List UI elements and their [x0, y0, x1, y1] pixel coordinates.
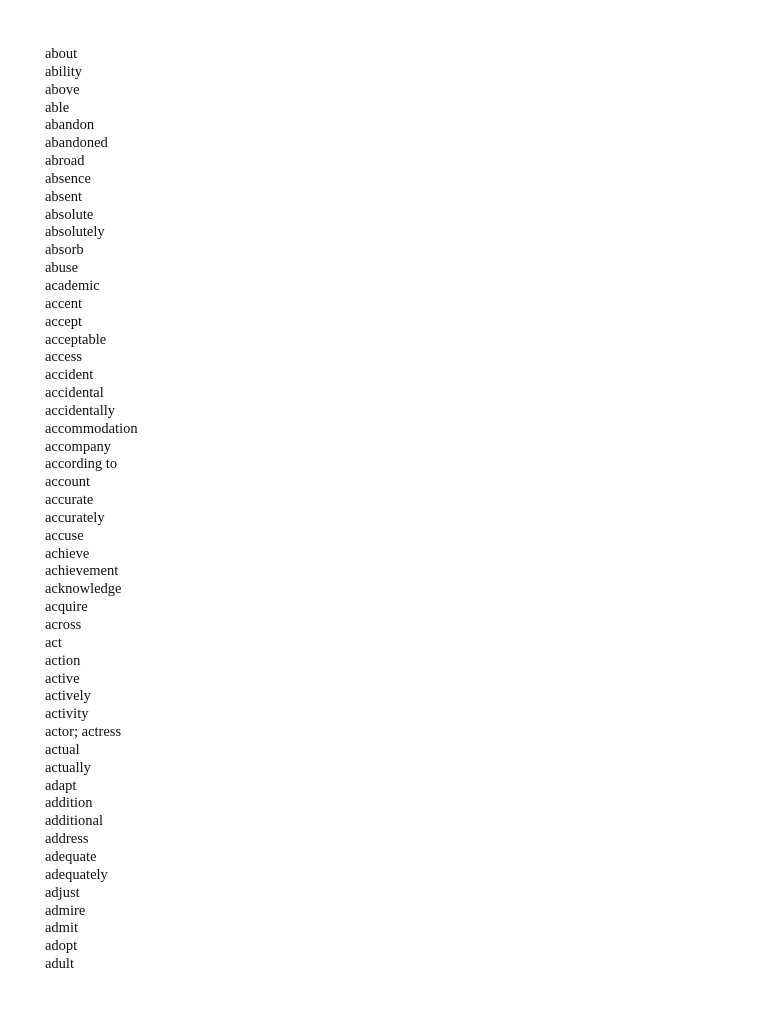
word-list-item: academic: [45, 277, 100, 294]
word-list-item: absolutely: [45, 224, 105, 241]
word-list-item: additional: [45, 813, 103, 830]
word-list-item: accept: [45, 313, 83, 330]
word-list-item: accent: [45, 295, 83, 312]
word-list-item: adopt: [45, 938, 78, 955]
word-list-item: acknowledge: [45, 581, 122, 598]
word-list: [45, 46, 745, 974]
word-list-item: actual: [45, 741, 80, 758]
word-list-item: accident: [45, 367, 94, 384]
word-list-item: address: [45, 831, 89, 848]
word-list-item: admire: [45, 902, 86, 919]
word-list-item: adjust: [45, 884, 80, 901]
word-list-item: absence: [45, 170, 91, 187]
word-list-item: abandoned: [45, 135, 108, 152]
word-list-item: absent: [45, 188, 83, 205]
word-list-item: absorb: [45, 242, 84, 259]
word-list-item: adapt: [45, 777, 77, 794]
word-list-item: above: [45, 81, 80, 98]
word-list-item: access: [45, 349, 83, 366]
word-list-item: abroad: [45, 153, 85, 170]
word-list-item: accommodation: [45, 420, 138, 437]
word-list-item: absolute: [45, 206, 94, 223]
word-list-item: admit: [45, 920, 79, 937]
word-list-item: adequately: [45, 866, 108, 883]
word-list-item: achieve: [45, 545, 90, 562]
word-list-item: account: [45, 474, 91, 491]
word-list-item: addition: [45, 795, 93, 812]
word-list-item: actively: [45, 688, 91, 705]
word-list-item: abandon: [45, 117, 95, 134]
word-list-item: accurate: [45, 492, 94, 509]
word-list-item: adult: [45, 956, 74, 973]
document-page: [45, 46, 745, 974]
word-list-item: accidental: [45, 385, 104, 402]
word-list-item: adequate: [45, 848, 97, 865]
word-list-item: act: [45, 634, 62, 651]
word-list-item: action: [45, 652, 81, 669]
word-list-item: acceptable: [45, 331, 107, 348]
word-list-item: able: [45, 99, 70, 116]
word-list-item: abuse: [45, 260, 79, 277]
word-list-item: actor; actress: [45, 724, 122, 741]
word-list-item: across: [45, 617, 82, 633]
word-list-item: accurately: [45, 509, 105, 526]
word-list-item: activity: [45, 706, 89, 723]
word-list-item: accidentally: [45, 402, 116, 419]
word-list-item: ability: [45, 63, 83, 80]
word-list-item: accompany: [45, 438, 112, 455]
word-list-item: accuse: [45, 527, 84, 544]
word-list-item: actually: [45, 759, 91, 776]
word-list-item: about: [45, 46, 78, 62]
word-list-item: acquire: [45, 599, 88, 616]
word-list-item: achievement: [45, 563, 119, 580]
word-list-item: according to: [45, 456, 118, 473]
word-list-item: active: [45, 670, 80, 687]
